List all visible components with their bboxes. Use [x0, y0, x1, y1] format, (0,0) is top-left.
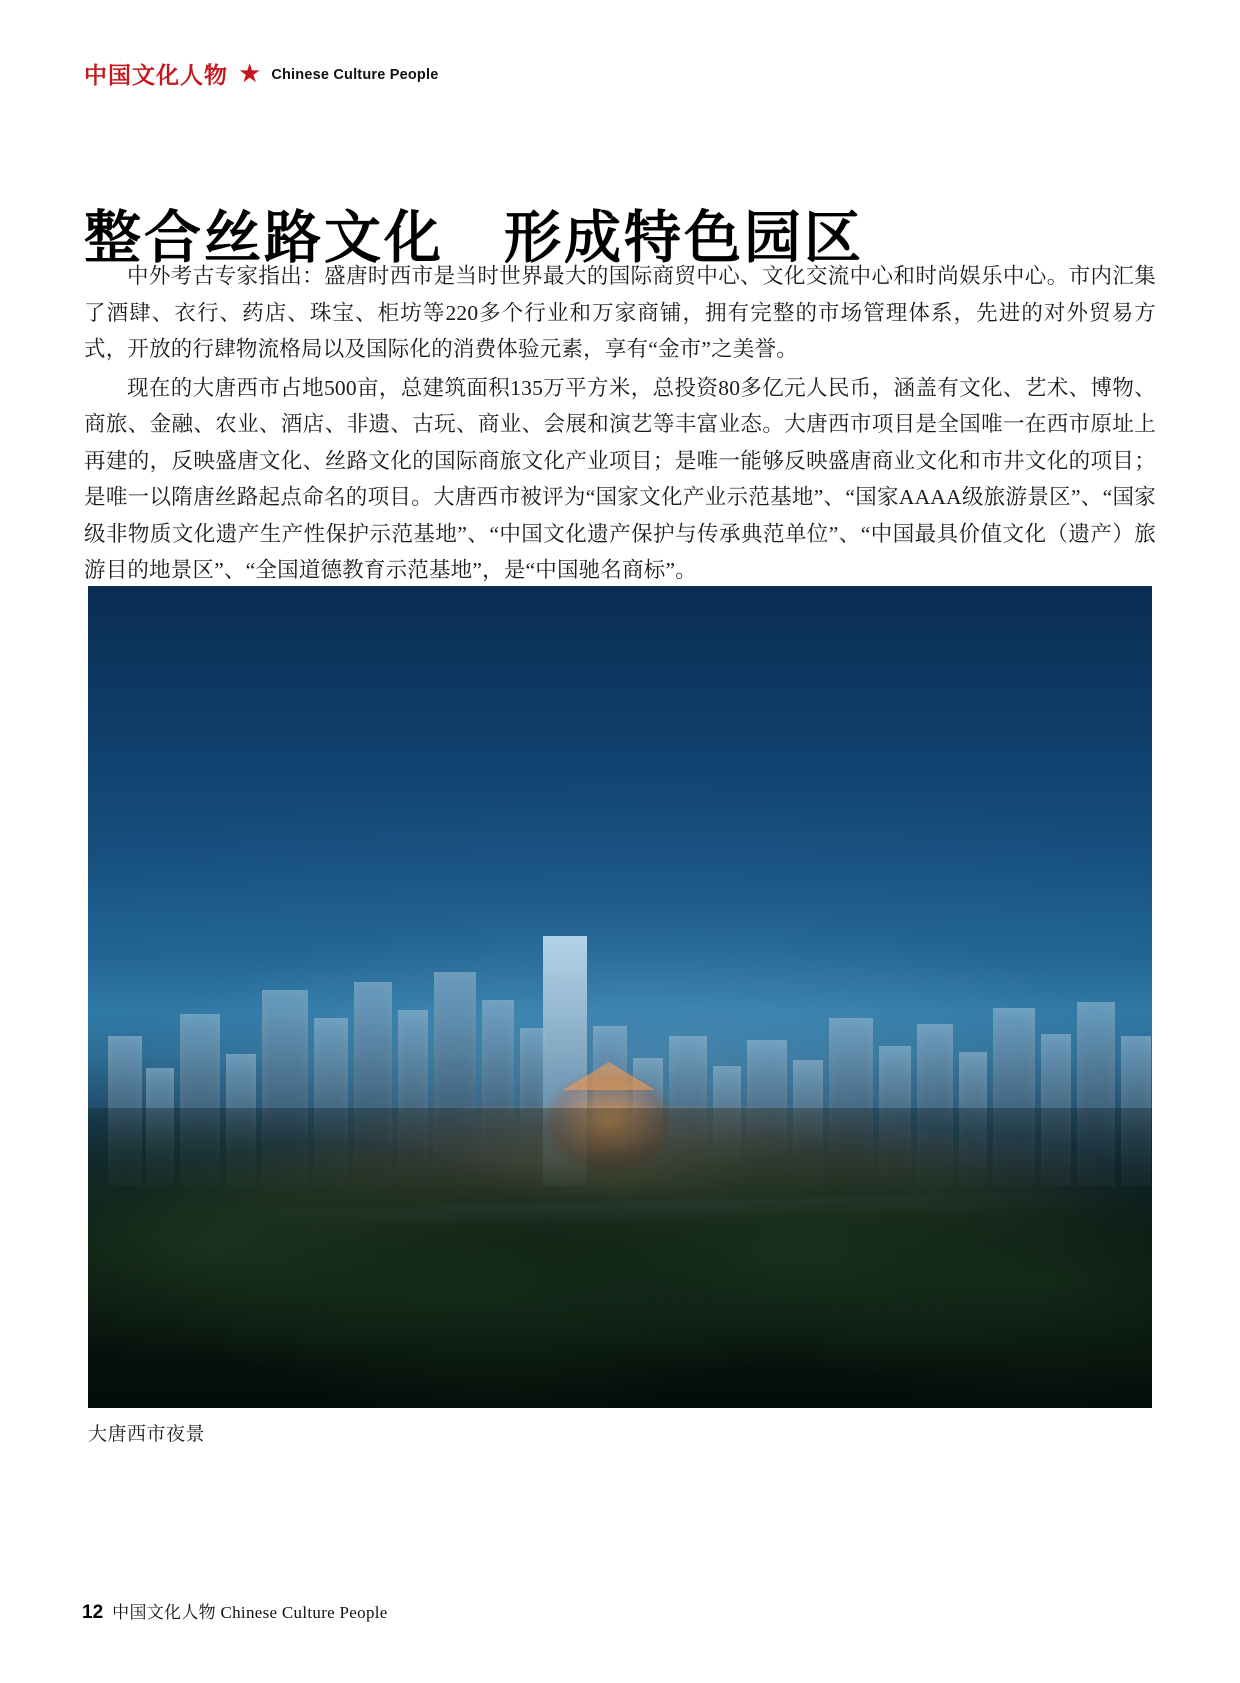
tree-canopy — [88, 1108, 1152, 1408]
masthead — [84, 59, 439, 88]
masthead-chinese-title: 中国文化人物 — [84, 62, 228, 88]
paragraph-1: 中外考古专家指出：盛唐时西市是当时世界最大的国际商贸中心、文化交流中心和时尚娱乐中心。市内汇集了酒肆、衣行、药店、珠宝、柜坊等220多个行业和万家商铺，拥有完整的市场管理体系，先进的对外贸易方式，开放的行肆物流格局以及国际化的消费体验元素，享有“金市”之美誉。 — [84, 264, 1156, 361]
figure-caption: 大唐西市夜景 — [88, 1424, 206, 1445]
star-icon: ★ — [238, 59, 262, 88]
article-body — [84, 258, 1156, 589]
footer-publication-name: 中国文化人物 Chinese Culture People — [112, 1603, 388, 1622]
paragraph-2: 现在的大唐西市占地500亩，总建筑面积135万平方米，总投资80多亿元人民币，涵盖有文化、艺术、博物、商旅、金融、农业、酒店、非遗、古玩、商业、会展和演艺等丰富业态。大唐西市项目是全国唯一在西市原址上再建的，反映盛唐文化、丝路文化的国际商旅文化产业项目；是唯一能够反映盛唐商业文化和市井文化的项目；是唯一以隋唐丝路起点命名的项目。大唐西市被评为“国家文化产业示范基地”、“国家AAAA级旅游景区”、“国家级非物质文化遗产生产性保护示范基地”、“中国文化遗产保护与传承典范单位”、“中国最具价值文化（遗产）旅游目的地景区”、“全国道德教育示范基地”，是“中国驰名商标”。 — [84, 375, 1156, 582]
page-number: 12 — [82, 1602, 104, 1623]
page-title: 整合丝路文化 形成特色园区 — [84, 207, 864, 271]
figure-image — [88, 586, 1152, 1408]
page-footer — [82, 1598, 388, 1624]
night-cityscape-photo — [88, 586, 1152, 1408]
masthead-english-title: Chinese Culture People — [271, 67, 439, 83]
